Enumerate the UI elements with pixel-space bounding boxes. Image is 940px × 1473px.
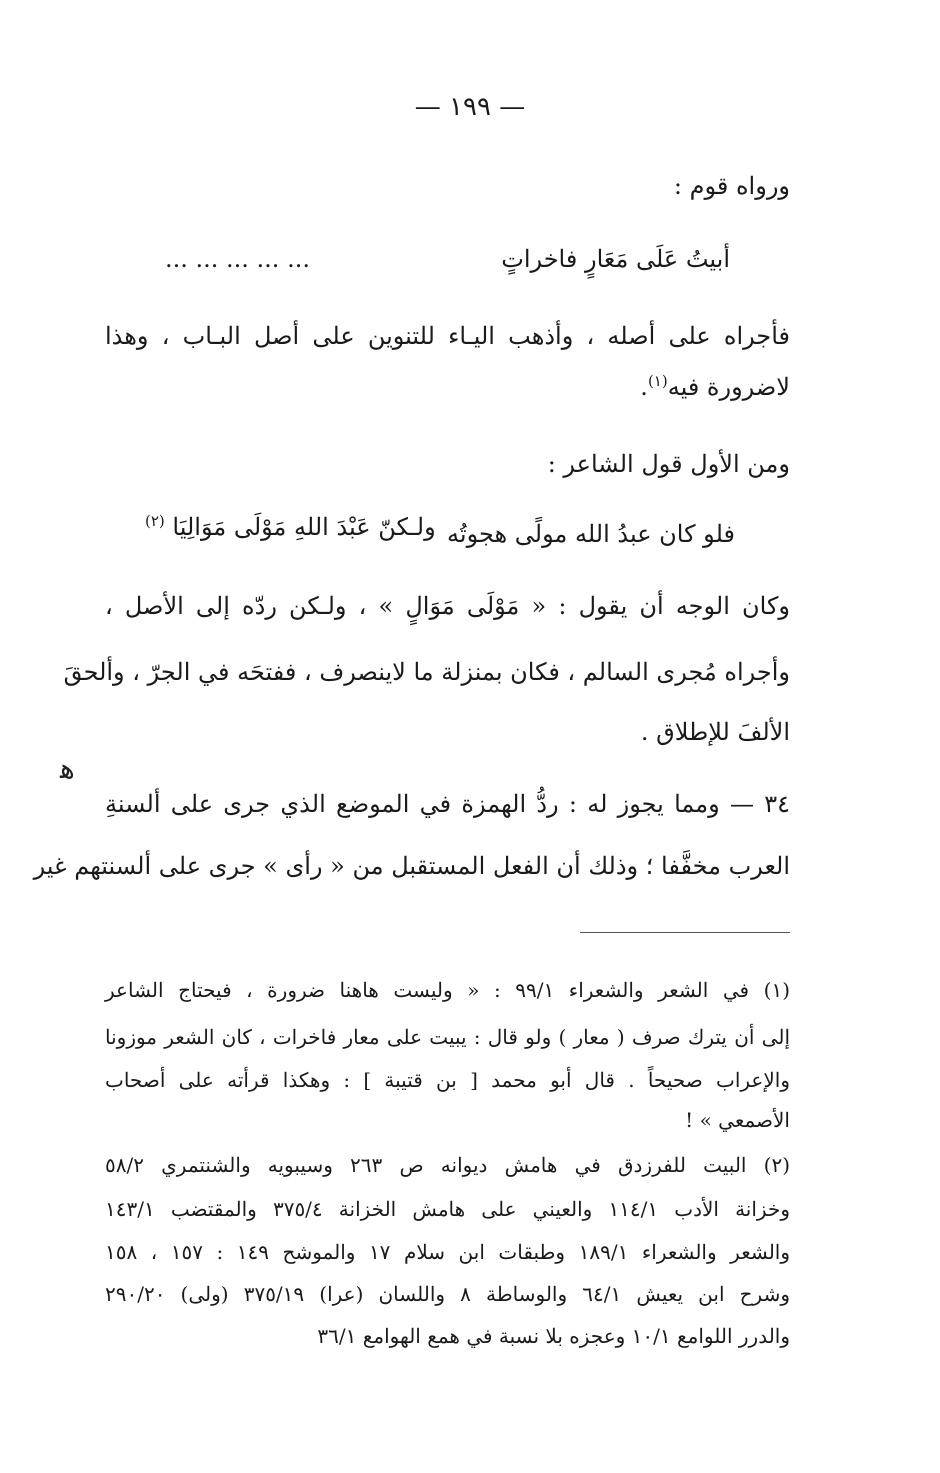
footnote-1-line: الأصمعي » ! (685, 1108, 790, 1132)
paragraph-line: وأجراه مُجرى السالم ، فكان بمنزلة ما لاينصرف ، ففتحَه في الجرّ ، وألحقَ (63, 658, 790, 686)
footnote-ref-2: (٢) (145, 512, 165, 530)
footnote-2-line: والشعر والشعراء ١٨٩/١ وطبقات ابن سلام ١٧ والموشح ١٤٩ : ١٥٧ ، ١٥٨ (105, 1240, 791, 1264)
footnote-2-line: والدرر اللوامع ١٠/١ وعجزه بلا نسبة في همع الهوامع ٣٦/١ (317, 1324, 790, 1348)
footnote-1-line: (١) في الشعر والشعراء ٩٩/١ : « وليست هاهنا ضرورة ، فيحتاج الشاعر (105, 978, 790, 1002)
paragraph-line: ومن الأول قول الشاعر : (547, 450, 790, 478)
paragraph-line: وكان الوجه أن يقول : « مَوْلَى مَوَالٍ » ، ولـكن ردّه إلى الأصل ، (105, 592, 790, 620)
paragraph-line: العرب مخفَّفا ؛ وذلك أن الفعل المستقبل من « رأى » جرى على ألسنتهم غير (33, 852, 790, 880)
footnote-divider (580, 932, 790, 933)
verse-1-second-hemistich: ... ... ... ... ... (165, 245, 310, 273)
footnote-2-line: وخزانة الأدب ١١٤/١ والعيني على هامش الخزانة ٣٧٥/٤ والمقتضب ١٤٣/١ (105, 1197, 790, 1221)
verse-2-second-hemistich (145, 512, 436, 541)
intro-line: ورواه قوم : (673, 172, 790, 200)
footnote-2-line: (٢) البيت للفرزدق في هامش ديوانه ص ٢٦٣ وسيبويه والشنتمري ٥٨/٢ (105, 1153, 791, 1177)
paragraph-line: فأجراه على أصله ، وأذهب اليـاء للتنوين على أصل البـاب ، وهذا (105, 322, 790, 350)
paragraph-line: الألفَ للإطلاق . (640, 718, 790, 746)
section-34-line: ٣٤ — ومما يجوز له : ردُّ الهمزة في الموضع الذي جرى على ألسنةِ (105, 790, 790, 818)
footnote-1-line: إلى أن يترك صرف ( معار ) ولو قال : يبيت على معار فاخرات ، كان الشعر موزونا (105, 1025, 790, 1049)
footnote-1-line: والإعراب صحيحاً . قال أبو محمد [ بن قتيبة ] : وهكذا قرأته على أصحاب (105, 1068, 790, 1092)
footnote-2-line: وشرح ابن يعيش ٦٤/١ والوساطة ٨ واللسان (عرا) ٣٧٥/١٩ (ولى) ٢٩٠/٢٠ (105, 1282, 790, 1306)
verse-1-first-hemistich: أبيتُ عَلَى مَعَارٍ فاخراتٍ (501, 245, 730, 273)
paragraph-end: . (640, 373, 648, 401)
paragraph-text: لاضرورة فيه (667, 373, 790, 401)
verse-text: ولـكنّ عَبْدَ اللهِ مَوْلَى مَوَالِيَا (172, 513, 436, 541)
footnote-ref-1: (١) (647, 372, 668, 390)
page-number: — ١٩٩ — (414, 92, 526, 122)
paragraph-line (640, 372, 790, 401)
verse-2-first-hemistich: فلو كان عبدُ الله مولًى هجوتُه (447, 520, 735, 548)
margin-annotation: ﻫ (60, 752, 75, 785)
